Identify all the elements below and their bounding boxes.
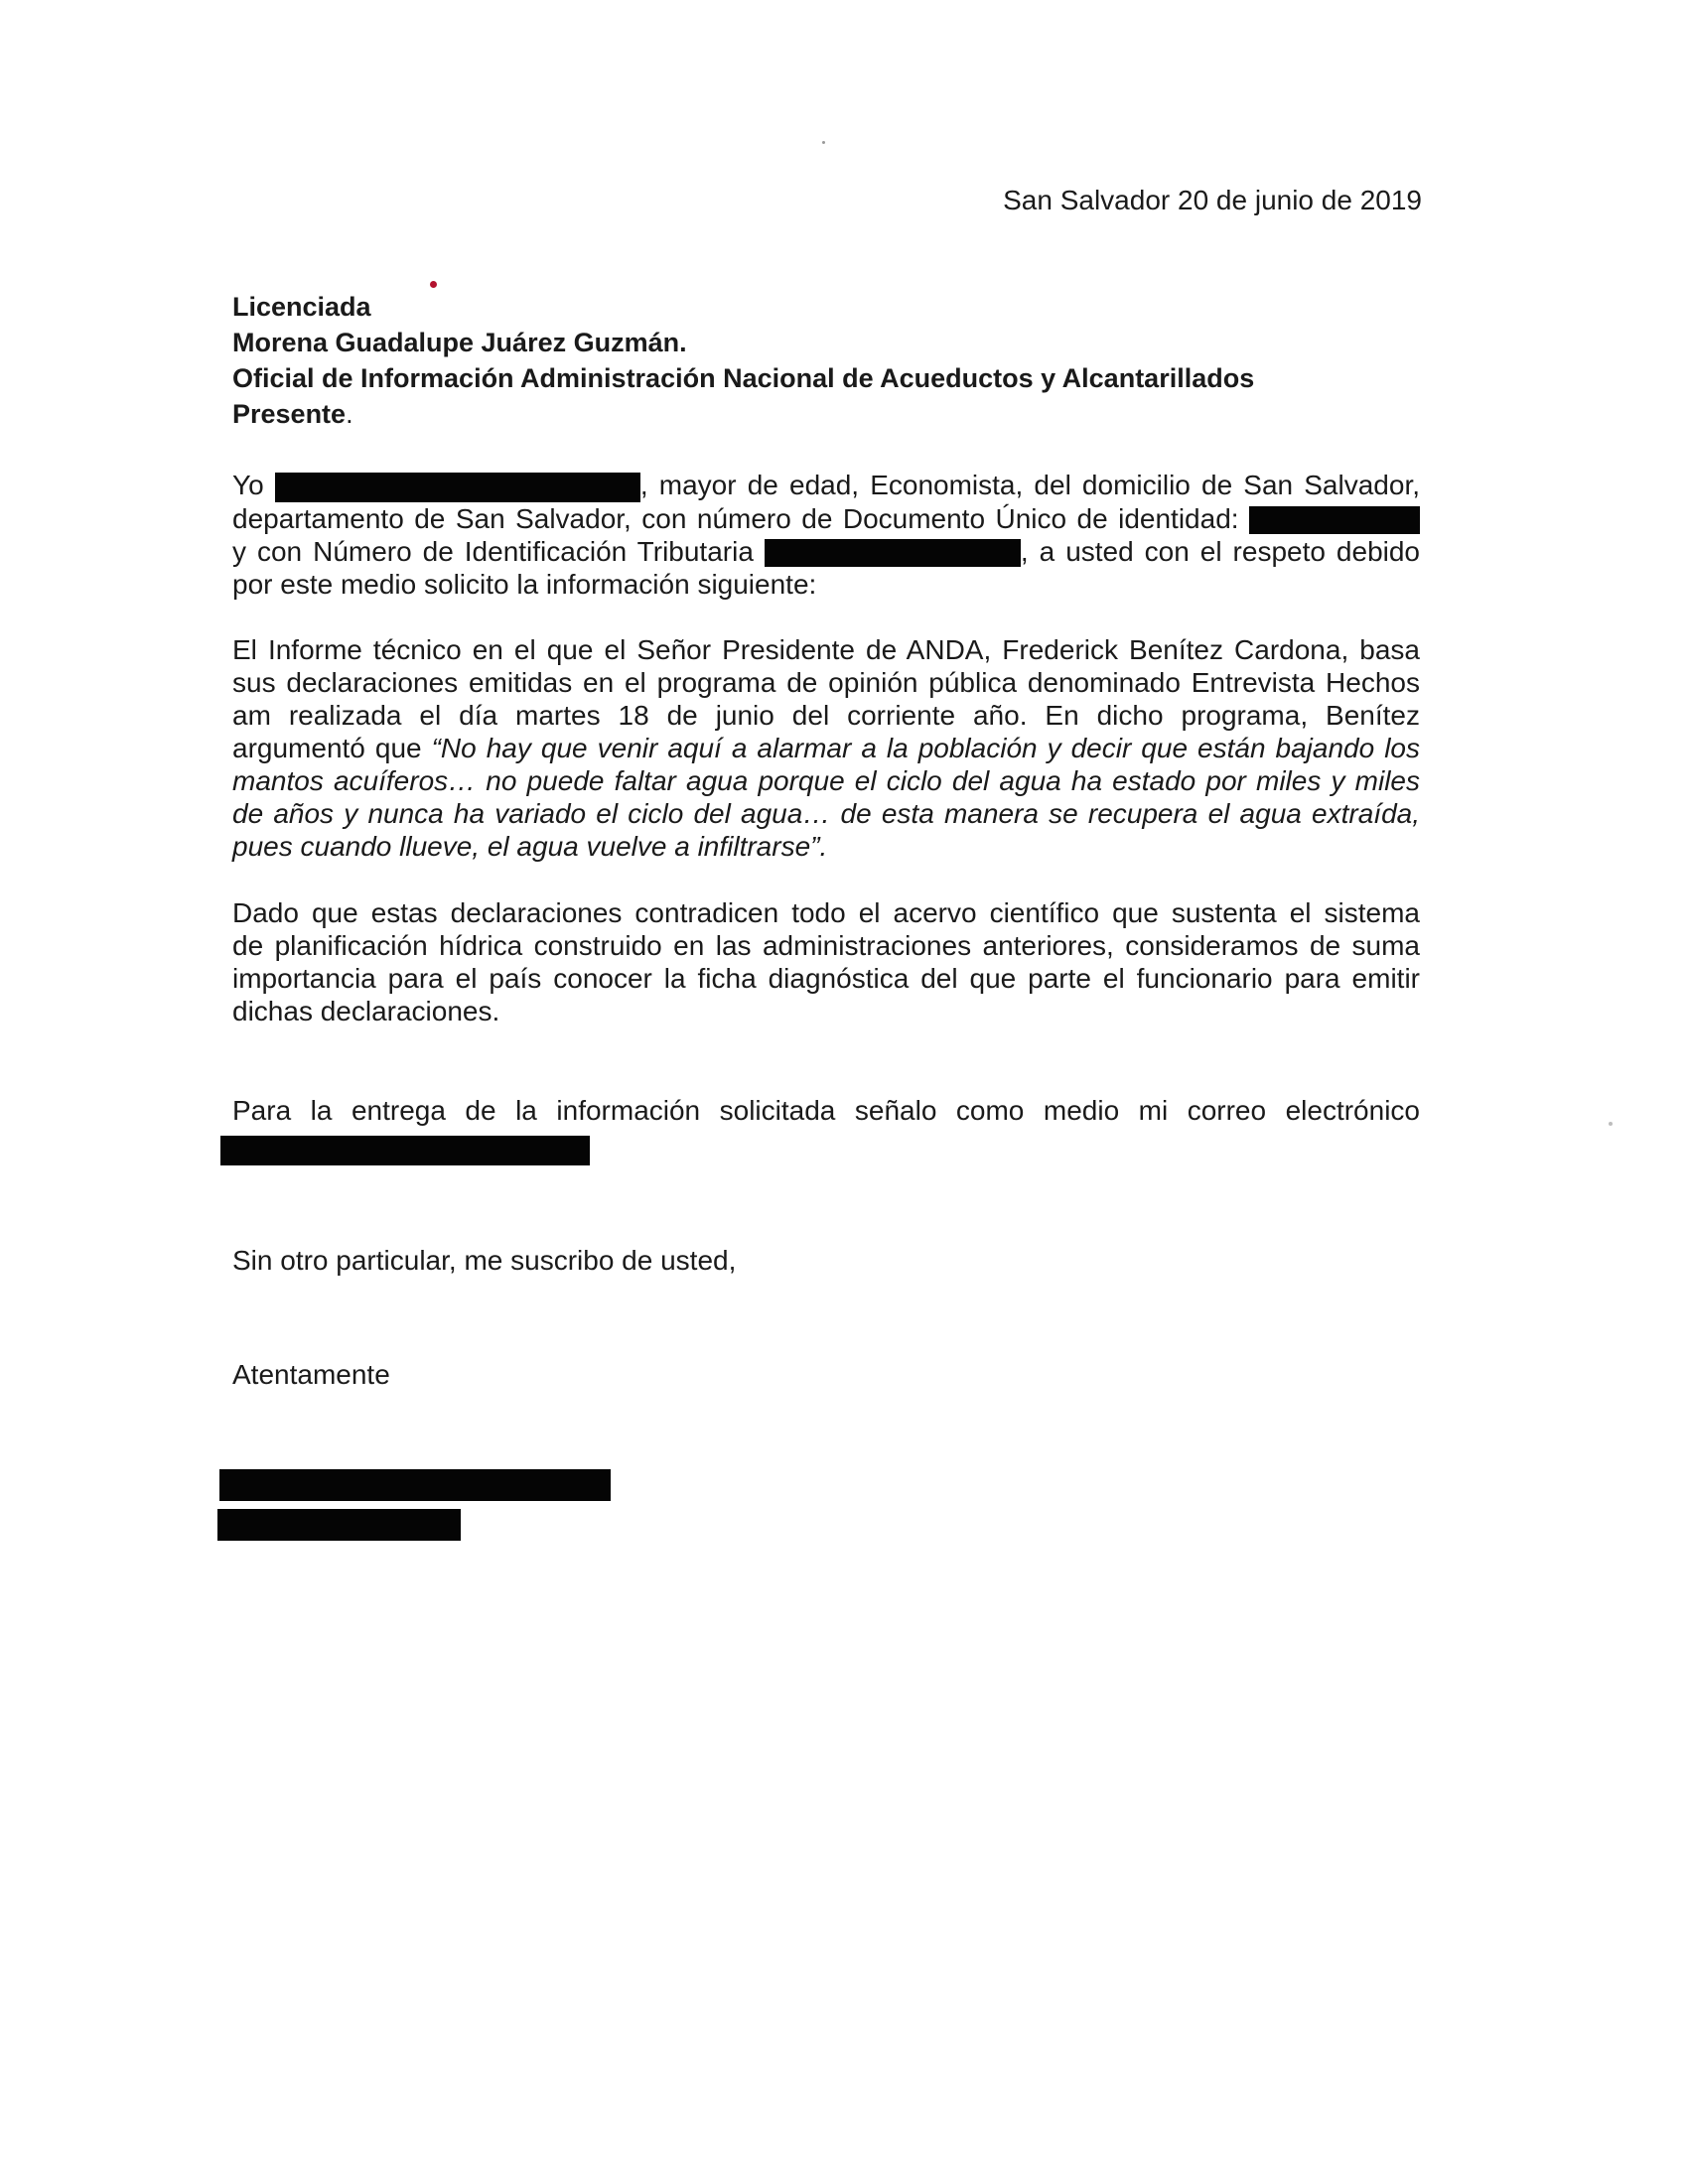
addressee-position: Oficial de Información Administración Nacional de Acueductos y Alcantarillados: [232, 363, 1255, 393]
p1-line-2: sus declaraciones emitidas en el programa de opinión pública denominado Entrevista Hechos: [232, 667, 1420, 698]
redacted-signature-name: [219, 1469, 611, 1501]
delivery-paragraph: [232, 1094, 1420, 1127]
justification-paragraph: [232, 896, 1420, 1027]
p1-line-4: [232, 732, 1420, 764]
intro-line-3: [232, 535, 1420, 568]
addressee-presente-line: [232, 396, 1424, 432]
redacted-dui: [1249, 506, 1420, 534]
redacted-nit: [765, 539, 1021, 567]
addressee-name: Morena Guadalupe Juárez Guzmán.: [232, 328, 687, 357]
scan-mark: [430, 281, 437, 288]
intro-yo: Yo: [232, 470, 264, 500]
intro-line-2: [232, 502, 1420, 535]
intro-line-1: [232, 469, 1420, 502]
redacted-email: [220, 1136, 590, 1165]
p3-line-1: Para la entrega de la información solicitada señalo como medio mi correo electrónico: [232, 1095, 1420, 1126]
p1-line5-quote: mantos acuíferos… no puede faltar agua porque el ciclo del agua ha estado por miles y miles: [232, 765, 1420, 796]
addressee-title: Licenciada: [232, 292, 371, 322]
date-line: San Salvador 20 de junio de 2019: [1003, 185, 1422, 215]
p2-line-4: dichas declaraciones.: [232, 996, 500, 1026]
p2-line-1: Dado que estas declaraciones contradicen todo el acervo científico que sustenta el sistema: [232, 897, 1420, 928]
p1-line-1: El Informe técnico en el que el Señor Presidente de ANDA, Frederick Benítez Cardona, basa: [232, 634, 1420, 665]
redacted-name: [275, 473, 640, 502]
scan-speck: [1609, 1122, 1613, 1126]
redacted-signature-id: [217, 1509, 461, 1541]
intro-line2-text: departamento de San Salvador, con número de Documento Único de identidad:: [232, 502, 1239, 534]
closing-text: Sin otro particular, me suscribo de usted,: [232, 1245, 737, 1276]
intro-line3-end: , a usted con el respeto debido: [1020, 535, 1421, 567]
intro-line-4: por este medio solicito la información siguiente:: [232, 568, 817, 600]
p1-line6-quote: de años y nunca ha variado el ciclo del agua… de esta manera se recupera el agua extraída,: [232, 798, 1420, 829]
scan-speck: [822, 141, 825, 144]
intro-line3-start: y con Número de Identificación Tributaria: [232, 535, 754, 567]
p1-line-7: [232, 830, 1420, 863]
p1-line4-quote: “No hay que venir aquí a alarmar a la población y decir que están bajando los: [431, 733, 1420, 763]
closing-line: [232, 1244, 1420, 1277]
p1-line-3: am realizada el día martes 18 de junio del corriente año. En dicho programa, Benítez: [232, 700, 1420, 731]
addressee-block: [232, 289, 1424, 432]
p1-line7-quote: pues cuando llueve, el agua vuelve a infiltrarse”.: [232, 831, 828, 862]
p1-line4-normal: argumentó que: [232, 733, 432, 763]
p1-line-6: [232, 797, 1420, 830]
signoff-line: [232, 1358, 1420, 1391]
p2-line-3: importancia para el país conocer la ficha diagnóstica del que parte el funcionario para emitir: [232, 963, 1420, 994]
request-paragraph: [232, 633, 1420, 863]
intro-paragraph: [232, 469, 1420, 601]
p2-line-2: de planificación hídrica construido en las administraciones anteriores, consideramos de suma: [232, 930, 1420, 961]
addressee-presente-dot: .: [346, 399, 353, 429]
intro-line1-rest: , mayor de edad, Economista, del domicilio de San Salvador,: [639, 470, 1420, 500]
p1-line-5: [232, 764, 1420, 797]
addressee-presente: Presente: [232, 399, 347, 429]
signoff-text: Atentamente: [232, 1359, 390, 1390]
